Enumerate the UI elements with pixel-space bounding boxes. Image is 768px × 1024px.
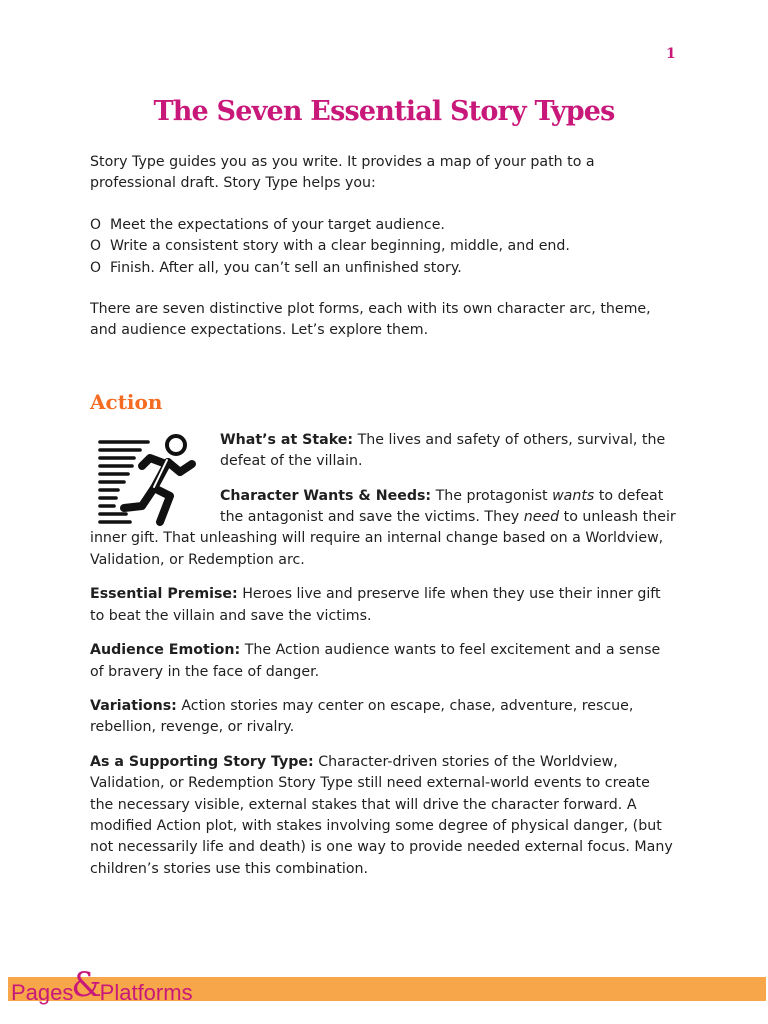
intro-paragraph: Story Type guides you as you write. It provides a map of your path to a professional draft. Story Type helps you: <box>90 154 595 192</box>
circle-bullet-icon: O <box>90 216 102 233</box>
stakes-label: What’s at Stake: <box>220 431 354 448</box>
document-body <box>90 152 676 893</box>
pages-platforms-logo <box>11 965 193 1007</box>
wants-needs-text: to defeat the antagonist and save the victims. They <box>220 487 664 526</box>
premise-paragraph <box>90 584 676 627</box>
supporting-paragraph <box>90 752 676 880</box>
list-item <box>90 215 676 236</box>
emotion-paragraph <box>90 640 676 683</box>
variations-label: Variations: <box>90 697 177 714</box>
list-item-text: Meet the expectations of your target audience. <box>110 216 445 233</box>
wants-needs-text: to unleash their inner gift. That unleashing will require an internal change based on a Worldview, Validation, or Redemption arc. <box>90 509 676 568</box>
page-title: The Seven Essential Story Types <box>153 96 615 127</box>
wants-needs-label: Character Wants & Needs: <box>220 487 432 504</box>
premise-label: Essential Premise: <box>90 586 238 603</box>
variations-paragraph <box>90 696 676 739</box>
section-heading-action: Action <box>90 389 163 414</box>
list-item <box>90 258 676 279</box>
emotion-label: Audience Emotion: <box>90 642 241 659</box>
circle-bullet-icon: O <box>90 238 102 255</box>
stakes-text: The lives and safety of others, survival, the defeat of the villain. <box>220 431 666 470</box>
emotion-text: The Action audience wants to feel excitement and a sense of bravery in the face of danger. <box>90 642 661 680</box>
logo-text-pages: Pages <box>11 980 74 1005</box>
list-item-text: Finish. After all, you can’t sell an unfinished story. <box>110 259 462 276</box>
wants-emphasis: wants <box>552 487 595 504</box>
need-emphasis: need <box>523 509 560 526</box>
list-item-text: Write a consistent story with a clear beginning, middle, and end. <box>110 238 570 255</box>
circle-bullet-icon: O <box>90 259 102 276</box>
premise-text: Heroes live and preserve life when they use their inner gift to beat the villain and save the victims. <box>90 586 661 624</box>
variations-text: Action stories may center on escape, chase, adventure, rescue, rebellion, revenge, or rivalry. <box>90 697 634 736</box>
summary-paragraph: There are seven distinctive plot forms, each with its own character arc, theme, and audience expectations. Let’s explore them. <box>90 301 651 339</box>
list-item <box>90 236 676 257</box>
supporting-label: As a Supporting Story Type: <box>90 753 314 770</box>
page-number: 1 <box>666 46 676 62</box>
logo-ampersand: & <box>71 965 102 1005</box>
benefits-list <box>90 215 676 279</box>
logo-text-platforms: Platforms <box>99 980 193 1005</box>
supporting-text: Character-driven stories of the Worldview, Validation, or Redemption Story Type still need external-world events to create the necessary visible, external stakes that will drive the character forward. A modified Action plot, with stakes involving some degree of physical danger, (but not necessarily life and death) is one way to provide needed external focus. Many children’s stories use this combination. <box>90 753 673 877</box>
running-person-icon <box>96 432 208 528</box>
wants-needs-text: The protagonist <box>431 487 553 504</box>
